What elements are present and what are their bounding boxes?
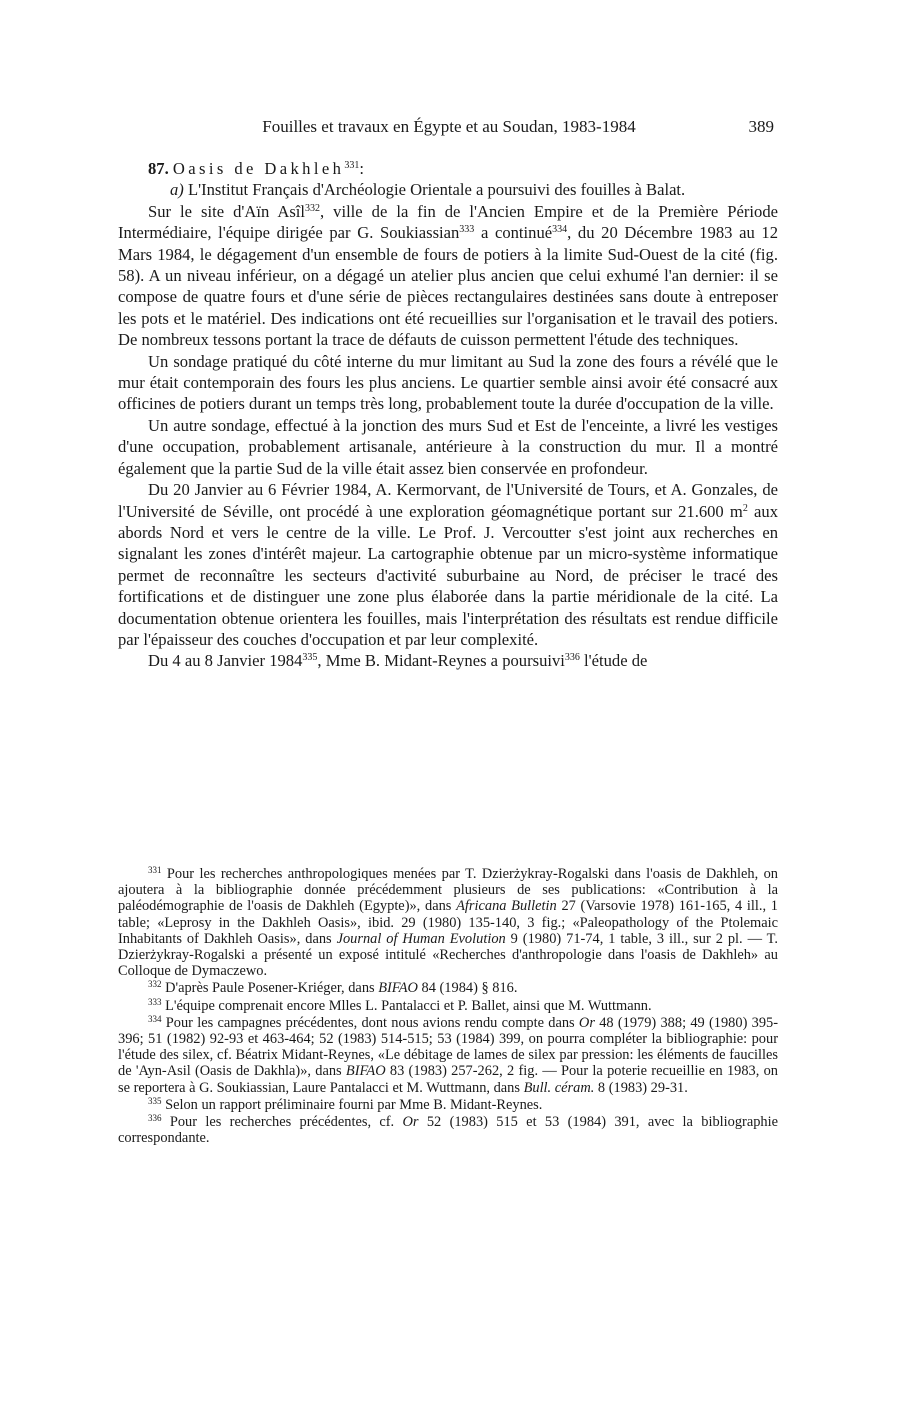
footnote-334 (118, 1015, 778, 1096)
footnote-332 (118, 980, 778, 996)
paragraph-text: a continué (474, 223, 553, 243)
footnote-335 (118, 1097, 778, 1113)
footnote-336 (118, 1114, 778, 1146)
footnote-italic: Or (578, 1014, 595, 1031)
footnote-text: D'après Paule Posener-Kriéger, dans (161, 980, 379, 997)
footnote-text: 48 (1979) 388; 49 (1980) 395-396; 51 (1982) 92-93 et 463-464; 52 (1983) 514-515; 53 (1984) 399, on pourra compléter la bibliographie: pour l'étude des silex, cf. Béatrix Midant-Reynes, «Le débitage de lames de silex par pression: les éléments de faucilles de 'Ayn-Asil (Oasis de Dakhla)», dans (118, 1014, 779, 1080)
paragraph-text: , ville de la fin de l'Ancien Empire et de la Première Période Intermédiaire, l'équipe dirigée par G. Soukiassian (118, 201, 778, 243)
footnote-text: Pour les recherches précédentes, cf. (161, 1114, 403, 1131)
paragraph-5 (118, 650, 778, 671)
paragraph-text: l'étude de (579, 651, 648, 671)
paragraph-text: Du 20 Janvier au 6 Février 1984, A. Kermorvant, de l'Université de Tours, et A. Gonzales, de l'Université de Séville, ont procédé à une exploration géomagnétique portant sur 21.600 m (118, 480, 778, 521)
section-number: 87. (148, 159, 169, 178)
footnote-number: 336 (148, 1113, 162, 1124)
footnote-text: L'équipe comprenait encore Mlles L. Pantalacci et P. Ballet, ainsi que M. Wuttmann. (161, 997, 652, 1014)
footnote-text: 83 (1983) 257-262, 2 fig. — Pour la poterie recueillie en 1983, on se reportera à G. Soukiassian, Laure Pantalacci et M. Wuttmann, dans (118, 1063, 778, 1096)
footnote-331 (118, 866, 778, 979)
paragraph-3: Un autre sondage, effectué à la jonction des murs Sud et Est de l'enceinte, a livré les vestiges d'une occupation, probablement artisanale, antérieure à la construction du mur. Il a montré également que la partie Sud de la ville était assez bien conservée en profondeur. (118, 415, 778, 478)
footnote-ref: 332 (305, 202, 321, 214)
section-title-punct: : (359, 159, 364, 178)
paragraph-text: , du 20 Décembre 1983 au 12 Mars 1984, le dégagement d'un ensemble de fours de potiers à la limite Sud-Ouest de la cité (fig. 58). A un niveau inférieur, on a dégagé un atelier plus ancien que celui exhumé l'an dernier: il se compose de quatre fours et d'une série de pièces rectangulaires destinées sans doute à entreposer les pots et le matériel. Des indications ont été recueillies sur l'organisation et le travail des potiers. De nombreux tessons portant la trace de défauts de cuisson permettent l'étude des techniques. (118, 223, 778, 350)
subsection-text: L'Institut Français d'Archéologie Orientale a poursuivi des fouilles à Balat. (187, 180, 686, 200)
subsection-intro (118, 179, 778, 200)
paragraph-2: Un sondage pratiqué du côté interne du mur limitant au Sud la zone des fours a révélé que le mur était contemporain des fours les plus anciens. Le quartier semble ainsi avoir été consacré aux officines de potiers durant un temps très long, probablement toute la durée d'occupation de la ville. (118, 351, 778, 414)
footnote-number: 333 (148, 996, 162, 1007)
footnote-italic: Africana Bulletin (456, 898, 557, 915)
paragraph-text: , Mme B. Midant-Reynes a poursuivi (317, 651, 565, 671)
section-title: Oasis de Dakhleh (172, 159, 345, 178)
footnote-text: Selon un rapport préliminaire fourni par Mme B. Midant-Reynes. (161, 1096, 543, 1113)
footnote-italic: Bull. céram. (523, 1079, 595, 1096)
paragraph-1 (118, 201, 778, 351)
footnote-italic: BIFAO (345, 1063, 386, 1080)
footnote-number: 335 (148, 1095, 162, 1106)
running-title: Fouilles et travaux en Égypte et au Soudan, 1983-1984 (262, 117, 636, 136)
footnote-ref: 331 (344, 160, 360, 171)
footnotes (118, 866, 778, 1147)
footnote-text: 9 (1980) 71-74, 1 table, 3 ill., sur 2 pl. — T. Dzierżykray-Rogalski a présenté un exposé intitulé «Recherches d'anthropologie dans l'oasis de Dakhleh» au Colloque de Dymaczewo. (118, 930, 779, 980)
footnote-number: 332 (148, 979, 162, 990)
subsection-label: a) (170, 180, 184, 200)
footnote-ref: 333 (459, 224, 475, 236)
footnote-number: 331 (148, 865, 162, 875)
footnote-text: 27 (Varsovie 1978) 161-165, 4 ill., 1 table; «Leprosy in the Dakhleh Oasis», ibid. 29 (1980) 135-140, 3 fig.; «Paleopathology of the Ptolemaic Inhabitants of Dakhleh Oasis», dans (118, 898, 778, 947)
superscript: 2 (742, 502, 748, 514)
footnote-italic: Journal of Human Evolution (336, 930, 506, 947)
main-text (118, 158, 778, 672)
footnote-ref: 336 (564, 652, 580, 664)
footnote-text: Pour les recherches anthropologiques menées par T. Dzierżykray-Rogalski dans l'oasis de Dakhleh, on ajoutera à la bibliographie donnée précédemment plusieurs de ses publications: «Contribution à la paléodémographie de l'oasis de Dakhleh (Egypte)», dans (118, 866, 778, 915)
running-header (118, 116, 780, 138)
paragraph-text: aux abords Nord et vers le centre de la ville. Le Prof. J. Vercoutter s'est joint aux recherches en signalant les zones d'intérêt majeur. La cartographie obtenue par un micro-système informatique permet de reconnaître les secteurs d'activité suburbaine au Nord, de préciser le tracé des fortifications et de distinguer une zone plus élaborée dans la partie méridionale de la cité. La documentation obtenue orientera les fouilles, mais l'interprétation des résultats est rendue difficile par l'épaisseur des couches d'occupation et par leur complexité. (118, 501, 779, 649)
footnote-ref: 334 (552, 224, 568, 236)
footnote-text: 84 (1984) § 816. (417, 980, 518, 997)
footnote-number: 334 (148, 1013, 162, 1024)
paragraph-text: Sur le site d'Aïn Asîl (148, 201, 306, 221)
paragraph-4 (118, 479, 778, 650)
footnote-333 (118, 998, 778, 1014)
footnote-italic: Or (402, 1114, 419, 1131)
footnote-text: 8 (1983) 29-31. (594, 1079, 688, 1096)
page-number: 389 (748, 117, 774, 136)
footnote-text: 52 (1983) 515 et 53 (1984) 391, avec la bibliographie correspondante. (118, 1114, 779, 1147)
footnote-ref: 335 (302, 652, 318, 664)
section-heading (118, 158, 778, 179)
footnote-text: Pour les campagnes précédentes, dont nous avions rendu compte dans (161, 1014, 579, 1031)
paragraph-text: Du 4 au 8 Janvier 1984 (148, 651, 303, 671)
footnote-italic: BIFAO (378, 980, 418, 997)
